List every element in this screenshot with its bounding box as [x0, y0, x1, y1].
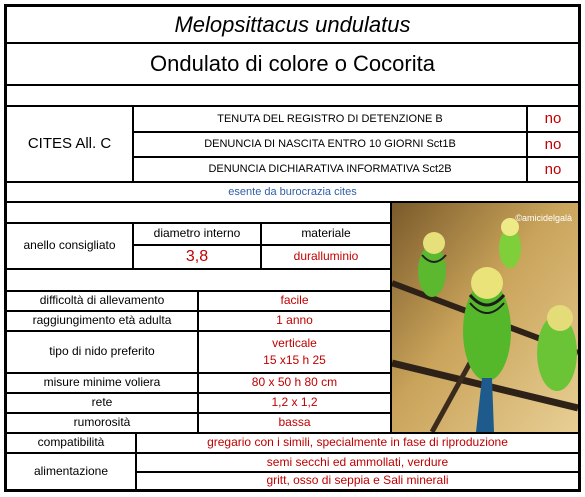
- cites-row-value: no: [527, 157, 579, 182]
- common-name: Ondulato di colore o Cocorita: [6, 43, 579, 85]
- cites-row-label: DENUNCIA DICHIARATIVA INFORMATIVA Sct2B: [133, 157, 527, 182]
- nest-size: 15 x15 h 25: [263, 352, 326, 367]
- ring-diameter-header: diametro interno: [133, 223, 261, 245]
- detail-value: 80 x 50 h 80 cm: [198, 373, 391, 393]
- compatibility-label: compatibilità: [6, 433, 136, 453]
- feeding-value-line2: gritt, osso di seppia e Sali minerali: [136, 472, 579, 490]
- detail-label: rete: [6, 393, 198, 413]
- detail-value: 1,2 x 1,2: [198, 393, 391, 413]
- detail-value: facile: [198, 291, 391, 311]
- photo-watermark: ©amicidelgalà: [515, 213, 572, 223]
- compatibility-value: gregario con i simili, specialmente in fase di riproduzione: [136, 433, 579, 453]
- ring-material-value: duralluminio: [261, 245, 391, 269]
- ring-diameter-value: 3,8: [133, 245, 261, 269]
- detail-label: difficoltà di allevamento: [6, 291, 198, 311]
- cites-row-label: DENUNCIA DI NASCITA ENTRO 10 GIORNI Sct1B: [133, 132, 527, 157]
- cites-row-value: no: [527, 106, 579, 132]
- feeding-value-line1: semi secchi ed ammollati, verdure: [136, 453, 579, 472]
- budgerigar-illustration: [392, 203, 578, 432]
- ring-material-header: materiale: [261, 223, 391, 245]
- detail-label: tipo di nido preferito: [6, 331, 198, 373]
- spacer-row: [6, 85, 579, 106]
- spacer-row: [6, 202, 391, 223]
- detail-value: bassa: [198, 413, 391, 433]
- species-sheet: [4, 4, 581, 492]
- detail-label: raggiungimento età adulta: [6, 311, 198, 331]
- detail-value: 1 anno: [198, 311, 391, 331]
- cites-label: CITES All. C: [6, 106, 133, 182]
- detail-value: [198, 331, 391, 373]
- spacer-row: [6, 269, 391, 291]
- nest-type: verticale: [272, 335, 317, 350]
- cites-row-label: TENUTA DEL REGISTRO DI DETENZIONE B: [133, 106, 527, 132]
- detail-label: rumorosità: [6, 413, 198, 433]
- detail-label: misure minime voliera: [6, 373, 198, 393]
- cites-note: esente da burocrazia cites: [6, 182, 579, 202]
- budgerigar-photo: [391, 202, 579, 433]
- feeding-label: alimentazione: [6, 453, 136, 490]
- scientific-name: Melopsittacus undulatus: [6, 6, 579, 43]
- ring-label: anello consigliato: [6, 223, 133, 269]
- cites-row-value: no: [527, 132, 579, 157]
